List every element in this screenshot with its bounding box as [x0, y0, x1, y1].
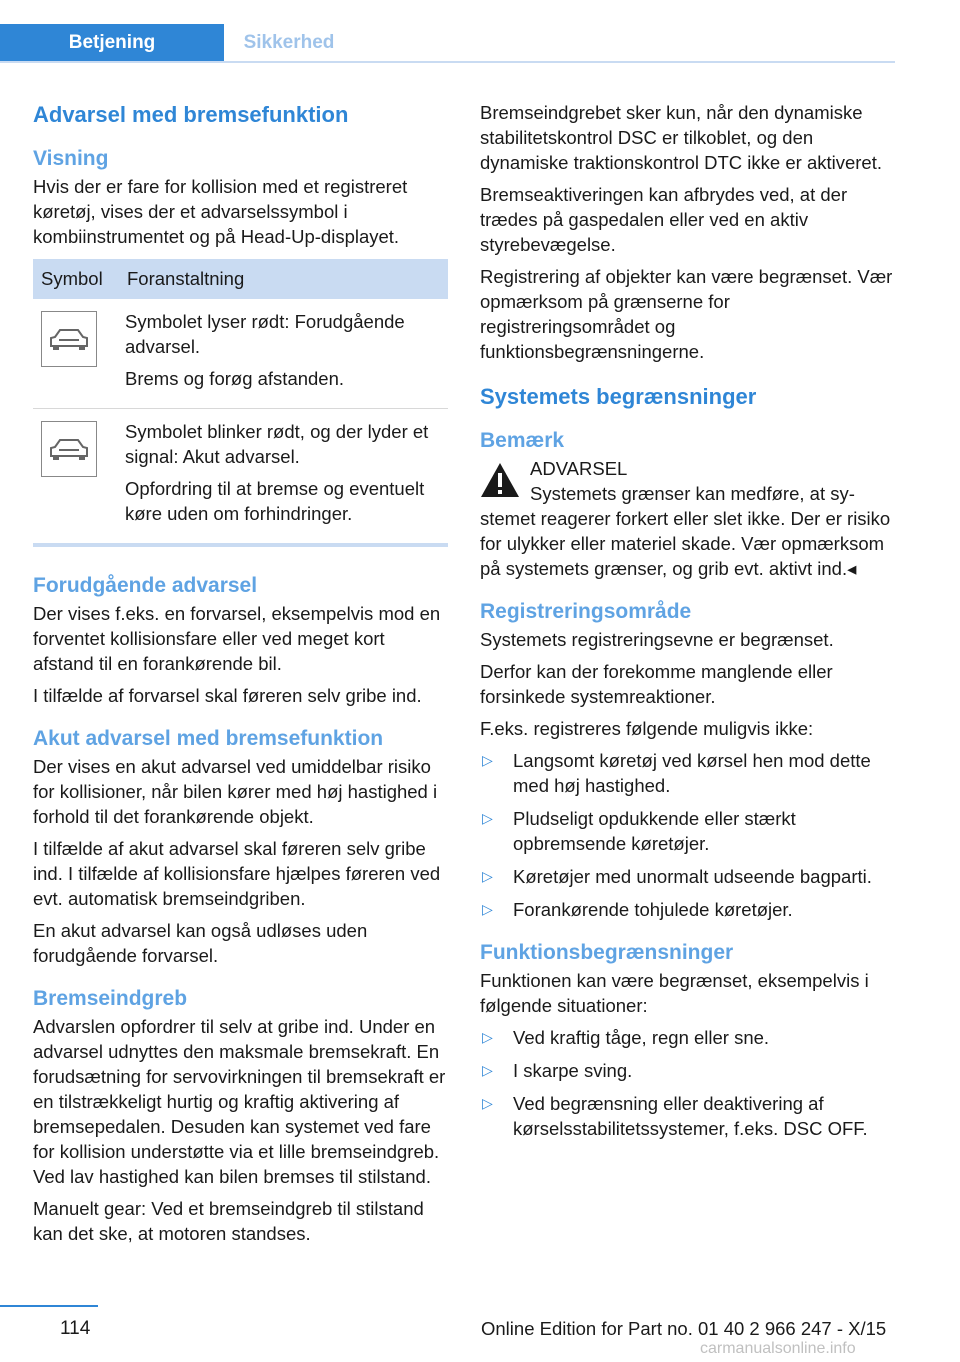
- list-item-text: I skarpe sving.: [513, 1060, 633, 1081]
- triangle-bullet-icon: ▷: [482, 810, 493, 826]
- car-warning-icon: [41, 311, 97, 367]
- warning-box: [480, 456, 895, 581]
- limits-title: Systemets begrænsninger: [480, 384, 757, 409]
- reg-paragraph: Systemets registreringsevne er begrænset.: [480, 629, 834, 650]
- list-item: [480, 897, 895, 922]
- table-row: [33, 299, 448, 409]
- triangle-bullet-icon: ▷: [482, 1062, 493, 1078]
- triangle-bullet-icon: ▷: [482, 1095, 493, 1111]
- func-heading: Funktionsbegrænsninger: [480, 941, 734, 964]
- tab-sikkerhed[interactable]: Sikkerhed: [243, 32, 335, 53]
- list-item: [480, 806, 895, 856]
- page-number: 114: [60, 1318, 91, 1339]
- list-item-text: Ved begrænsning eller deaktivering af kørselsstabilitetssystemer, f.eks. DSC OFF.: [513, 1093, 868, 1139]
- list-item-text: Køretøjer med unormalt udseende bagparti.: [513, 866, 872, 887]
- action-cell: [119, 299, 448, 409]
- watermark: carmanualsonline.info: [700, 1340, 856, 1357]
- reg-paragraph: F.eks. registreres følgende muligvis ikke:: [480, 718, 814, 739]
- symbol-cell: [33, 409, 119, 546]
- forud-paragraph: I tilfælde af forvarsel skal føreren selv gribe ind.: [33, 685, 422, 706]
- action-line: Opfordring til at bremse og eventuelt køre uden om forhindringer.: [125, 478, 425, 524]
- reg-list: [480, 748, 895, 922]
- table-header-row: [33, 259, 448, 299]
- column-header-symbol: Symbol: [33, 259, 119, 299]
- left-column: [33, 100, 448, 1253]
- func-paragraph: Funktionen kan være begrænset, eksempelvis i følgende situationer:: [480, 970, 869, 1016]
- symbol-table: [33, 259, 448, 547]
- right-paragraph: Registrering af objekter kan være begrænset. Vær opmærksom på grænserne for registreringsområdet og funktionsbegrænsningerne.: [480, 266, 893, 362]
- list-item: [480, 1058, 895, 1083]
- akut-paragraph: Der vises en akut advarsel ved umiddelbar risiko for kollisioner, når bilen kører med høj hastighed i forhold til det forankørende objekt.: [33, 756, 438, 827]
- visning-heading: Visning: [33, 147, 109, 170]
- action-line: Symbolet lyser rødt: Forudgående advarsel.: [125, 311, 405, 357]
- brems-heading: Bremseindgreb: [33, 987, 188, 1010]
- akut-paragraph: I tilfælde af akut advarsel skal føreren selv gribe ind. I tilfælde af kollisionsfare hjælpes føreren ved evt. automatisk bremseindgriben.: [33, 838, 441, 909]
- list-item-text: Ved kraftig tåge, regn eller sne.: [513, 1027, 770, 1048]
- action-line: Brems og forøg afstanden.: [125, 368, 345, 389]
- tab-betjening[interactable]: Betjening: [0, 24, 224, 61]
- right-column: [480, 100, 895, 1149]
- reg-heading: Registreringsområde: [480, 600, 692, 623]
- func-list: [480, 1025, 895, 1141]
- triangle-bullet-icon: ▷: [482, 901, 493, 917]
- forud-heading: Forudgående advarsel: [33, 574, 258, 597]
- online-edition-text: Online Edition for Part no. 01 40 2 966 247 - X/15: [481, 1318, 887, 1339]
- car-warning-icon: [41, 421, 97, 477]
- triangle-bullet-icon: ▷: [482, 868, 493, 884]
- brems-paragraph: Advarslen opfordrer til selv at gribe ind. Under en advarsel udnyttes den maksmale bremsekraft. En forudsætning for servovirkningen til bremsekraft er en tilstrækkeligt hurtig og kraftig aktivering af bremsepedalen. Desuden kan systemet ved fare for kollision understøtte via et lille bremseindgreb. Ved lav hastighed kan bilen bremses til stilstand.: [33, 1016, 446, 1187]
- action-line: Symbolet blinker rødt, og der lyder et signal: Akut advarsel.: [125, 421, 429, 467]
- warning-label: ADVARSEL: [530, 458, 628, 479]
- list-item: [480, 864, 895, 889]
- list-item: [480, 1025, 895, 1050]
- right-paragraph: Bremseaktiveringen kan afbrydes ved, at der trædes på gaspedalen eller ved en aktiv styrebevægelse.: [480, 184, 848, 255]
- right-paragraph: Bremseindgrebet sker kun, når den dynamiske stabilitetskontrol DSC er tilkoblet, og den dynamiske traktionskontrol DTC ikke er aktiveret.: [480, 102, 882, 173]
- action-cell: [119, 409, 448, 546]
- brems-paragraph: Manuelt gear: Ved et bremseindgreb til stilstand kan det ske, at motoren standses.: [33, 1198, 424, 1244]
- reg-paragraph: Derfor kan der forekomme manglende eller forsinkede systemreaktioner.: [480, 661, 833, 707]
- table-row: [33, 409, 448, 546]
- top-navigation: [0, 24, 895, 63]
- list-item: [480, 1091, 895, 1141]
- akut-paragraph: En akut advarsel kan også udløses uden forudgående forvarsel.: [33, 920, 368, 966]
- list-item: [480, 748, 895, 798]
- bemaerk-heading: Bemærk: [480, 429, 565, 452]
- warning-triangle-icon: [480, 462, 520, 503]
- akut-heading: Akut advarsel med bremsefunktion: [33, 727, 384, 750]
- warning-first-line: Systemets grænser kan medføre, at sy-: [530, 483, 855, 504]
- visning-text: Hvis der er fare for kollision med et registreret køretøj, vises der et advarselssymbol i kombiinstrumentet og på Head-Up-displayet.: [33, 176, 408, 247]
- section-title: Advarsel med bremsefunktion: [33, 102, 349, 127]
- symbol-cell: [33, 299, 119, 409]
- column-header-action: Foranstaltning: [119, 259, 448, 299]
- triangle-bullet-icon: ▷: [482, 752, 493, 768]
- warning-rest: stemet reagerer forkert eller slet ikke. Der er risiko for ulykker eller materiel skade. Vær opmærksom på systemets grænser, og grib evt. aktivt ind.◂: [480, 508, 891, 579]
- footer-rule: [0, 1305, 98, 1307]
- forud-paragraph: Der vises f.eks. en forvarsel, eksempelvis mod en forventet kollisionsfare eller ved meget kort afstand til en forankørende bil.: [33, 603, 441, 674]
- list-item-text: Forankørende tohjulede køretøjer.: [513, 899, 793, 920]
- triangle-bullet-icon: ▷: [482, 1029, 493, 1045]
- list-item-text: Langsomt køretøj ved kørsel hen mod dette med høj hastighed.: [513, 750, 871, 796]
- list-item-text: Pludseligt opdukkende eller stærkt opbremsende køretøjer.: [513, 808, 796, 854]
